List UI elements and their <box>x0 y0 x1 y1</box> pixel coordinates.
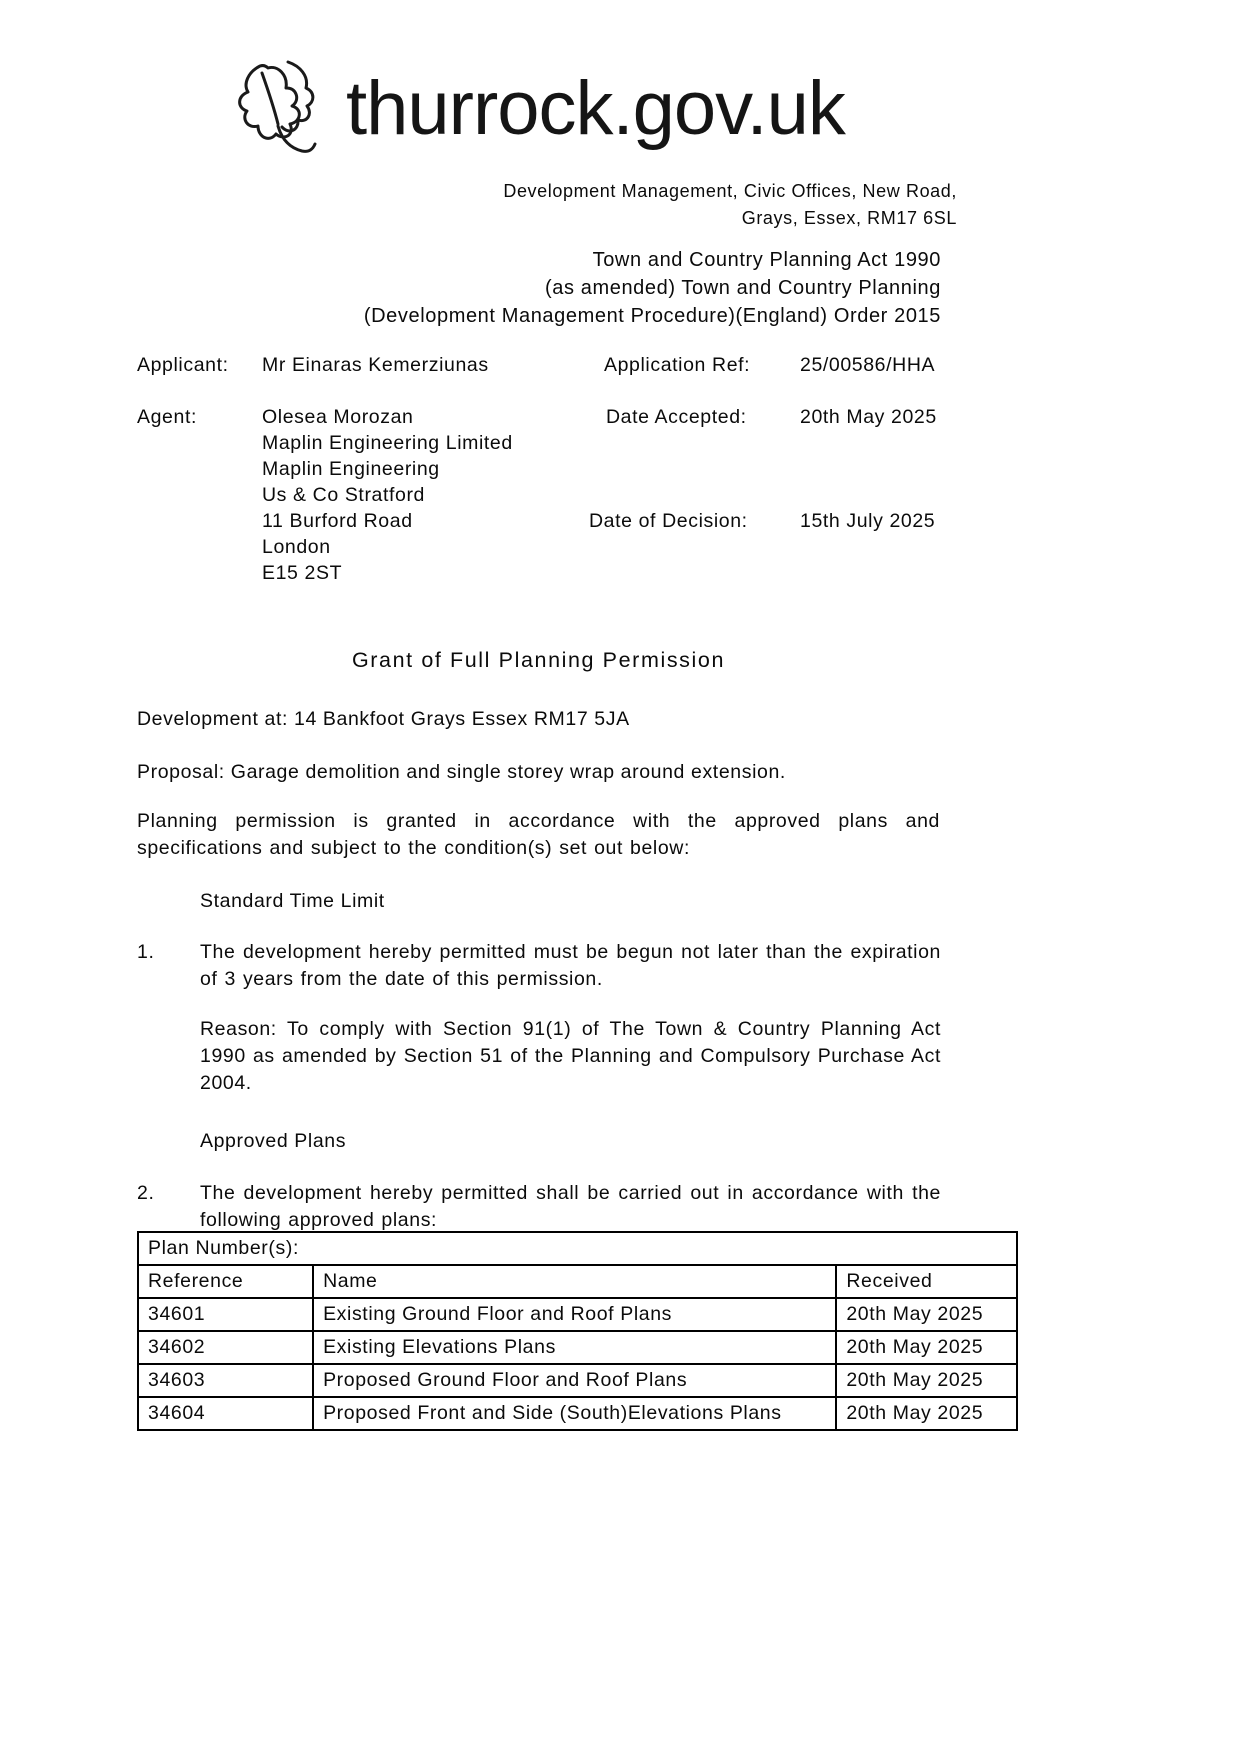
plan-name: Existing Ground Floor and Roof Plans <box>313 1298 836 1331</box>
condition-2-heading: Approved Plans <box>200 1130 347 1152</box>
table-row <box>138 1331 1017 1364</box>
granted-paragraph: Planning permission is granted in accordance with the approved plans and specifications and subject to the condition(s) set out below: <box>137 810 940 859</box>
date-decision-label: Date of Decision: <box>589 510 748 532</box>
plan-received: 20th May 2025 <box>836 1397 1017 1430</box>
column-header-reference: Reference <box>138 1265 313 1298</box>
table-row <box>138 1397 1017 1430</box>
act-line-2: (as amended) Town and Country Planning <box>545 277 941 299</box>
act-heading <box>364 246 941 330</box>
applicant-name: Mr Einaras Kemerziunas <box>262 354 489 376</box>
agent-line-4: Us & Co Stratford <box>262 484 426 506</box>
act-line-3: (Development Management Procedure)(England) Order 2015 <box>363 305 941 327</box>
proposal-line: Proposal: Garage demolition and single storey wrap around extension. <box>137 761 786 783</box>
plan-name: Proposed Front and Side (South)Elevations Plans <box>313 1397 836 1430</box>
plan-received: 20th May 2025 <box>836 1298 1017 1331</box>
address-line-2: Grays, Essex, RM17 6SL <box>741 208 957 228</box>
date-accepted-value: 20th May 2025 <box>800 406 937 428</box>
grant-title: Grant of Full Planning Permission <box>351 648 726 672</box>
agent-line-7: E15 2ST <box>262 562 343 584</box>
agent-address <box>262 404 513 586</box>
condition-1-heading: Standard Time Limit <box>200 890 385 912</box>
date-accepted-label: Date Accepted: <box>606 406 747 428</box>
oak-leaf-icon <box>226 56 326 162</box>
column-header-received: Received <box>836 1265 1017 1298</box>
plans-table-header-row <box>138 1265 1017 1298</box>
plan-name: Proposed Ground Floor and Roof Plans <box>313 1364 836 1397</box>
plan-received: 20th May 2025 <box>836 1364 1017 1397</box>
plan-received: 20th May 2025 <box>836 1331 1017 1364</box>
date-decision-value: 15th July 2025 <box>800 510 936 532</box>
office-address <box>503 178 957 232</box>
condition-2-text: The development hereby permitted shall be carried out in accordance with the following approved plans: <box>200 1182 941 1231</box>
plans-table-title-row <box>138 1232 1017 1265</box>
condition-1-text: The development hereby permitted must be begun not later than the expiration of 3 years from the date of this permission. <box>200 941 941 990</box>
plans-table-title: Plan Number(s): <box>138 1232 1017 1265</box>
logo <box>226 56 845 162</box>
condition-1-reason: Reason: To comply with Section 91(1) of The Town & Country Planning Act 1990 as amended by Section 51 of the Planning and Compulsory Purchase Act 2004. <box>200 1018 941 1094</box>
applicant-label: Applicant: <box>137 354 229 376</box>
column-header-name: Name <box>313 1265 836 1298</box>
plan-name: Existing Elevations Plans <box>313 1331 836 1364</box>
agent-label: Agent: <box>137 406 197 428</box>
application-ref-label: Application Ref: <box>604 354 751 376</box>
condition-2-number: 2. <box>137 1182 155 1204</box>
development-at-line: Development at: 14 Bankfoot Grays Essex RM17 5JA <box>137 708 630 730</box>
plan-reference: 34602 <box>138 1331 313 1364</box>
plan-reference: 34601 <box>138 1298 313 1331</box>
address-line-1: Development Management, Civic Offices, New Road, <box>503 181 957 201</box>
table-row <box>138 1298 1017 1331</box>
agent-line-5: 11 Burford Road <box>262 510 413 532</box>
application-ref-value: 25/00586/HHA <box>800 354 936 376</box>
condition-1-number: 1. <box>137 941 155 963</box>
plan-reference: 34603 <box>138 1364 313 1397</box>
table-row <box>138 1364 1017 1397</box>
act-line-1: Town and Country Planning Act 1990 <box>592 249 941 271</box>
plan-reference: 34604 <box>138 1397 313 1430</box>
agent-line-1: Olesea Morozan <box>262 406 414 428</box>
agent-line-2: Maplin Engineering Limited <box>262 432 513 454</box>
agent-line-3: Maplin Engineering <box>262 458 440 480</box>
logo-text: thurrock.gov.uk <box>346 66 845 151</box>
approved-plans-table <box>137 1231 1018 1431</box>
agent-line-6: London <box>262 536 331 558</box>
